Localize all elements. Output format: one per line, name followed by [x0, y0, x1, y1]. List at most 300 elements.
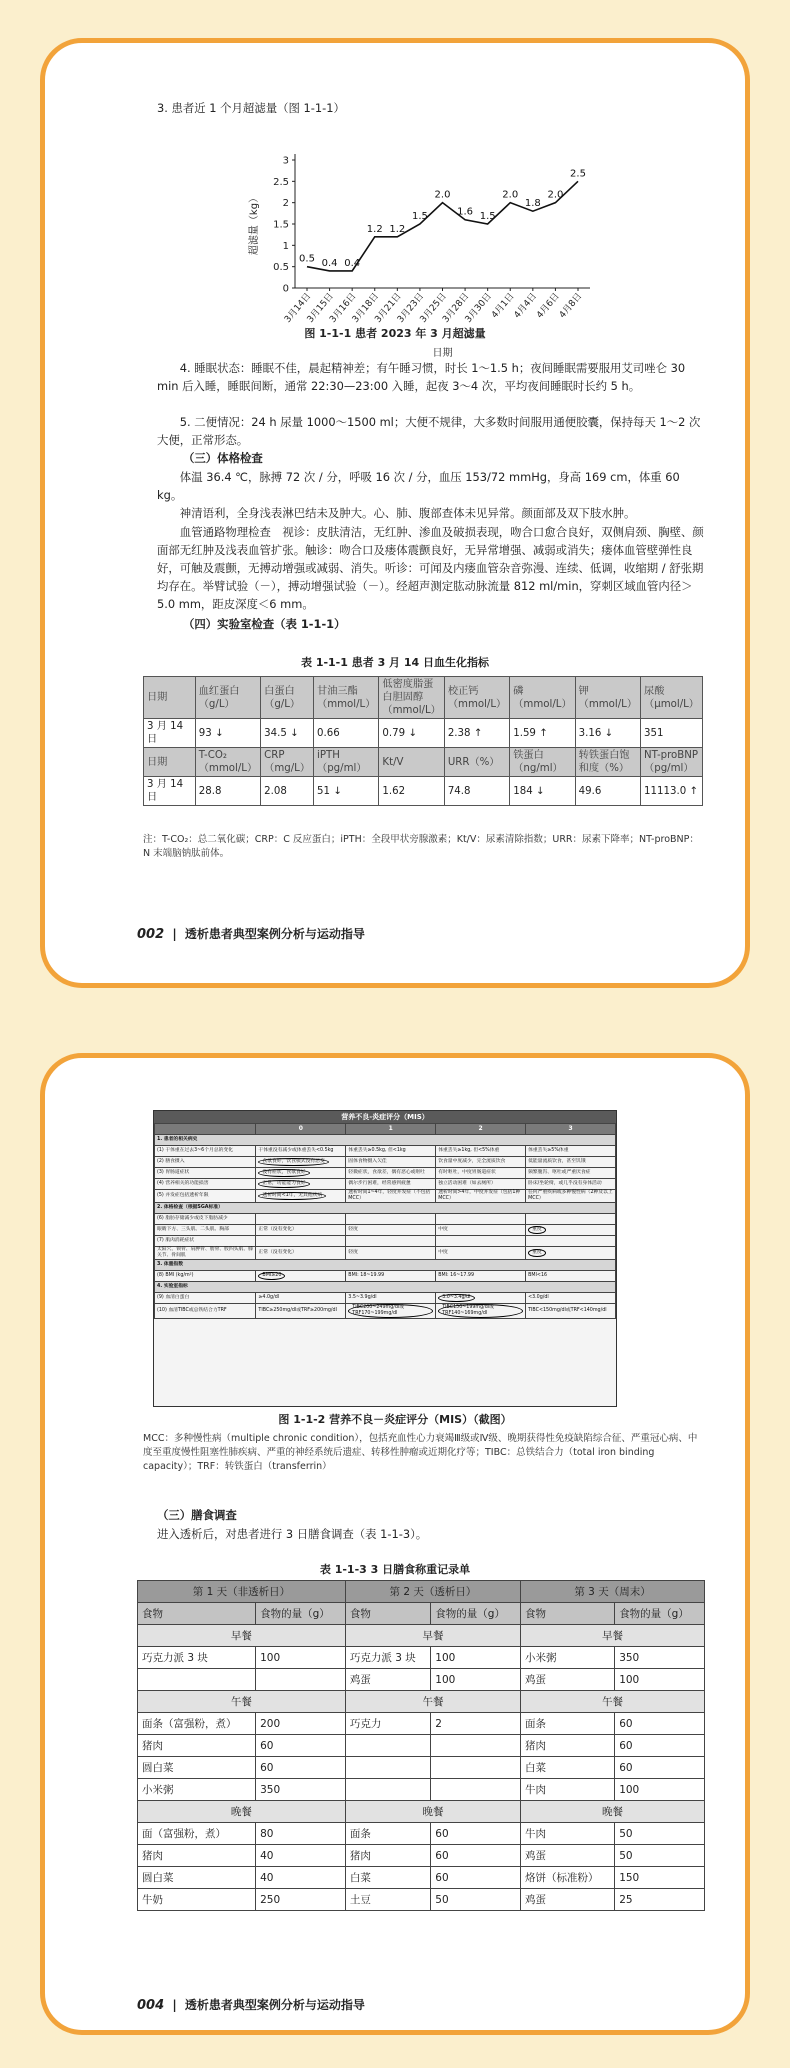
mis-cell	[346, 1157, 436, 1168]
table-cell: 100	[615, 1779, 705, 1801]
header-cell: 钾（mmol/L）	[575, 677, 640, 719]
table-cell: 猪肉	[521, 1735, 615, 1757]
header-cell: 日期	[144, 748, 196, 777]
amount-col-header: 食物的量（g）	[431, 1603, 521, 1625]
mis-cell	[346, 1190, 436, 1203]
food-col-header: 食物	[138, 1603, 256, 1625]
mis-cell-text: (2) 膳食摄入	[157, 1159, 185, 1164]
mis-header-cell	[155, 1124, 256, 1135]
table-header-row	[144, 748, 703, 777]
table-cell: 猪肉	[138, 1735, 256, 1757]
meal-name-cell: 早餐	[138, 1625, 346, 1647]
table-cell: 184 ↓	[510, 777, 575, 806]
mis-cell-text: 太阳穴、锁骨、肩胛骨、肋骨、股四头肌、膝关节、骨间肌	[157, 1247, 253, 1258]
page-number: 004	[137, 1998, 165, 2013]
table-row	[138, 1735, 705, 1757]
mis-cell	[526, 1247, 616, 1260]
header-cell: iPTH（pg/ml）	[314, 748, 379, 777]
data-label: 1.6	[457, 206, 474, 218]
mis-cell	[155, 1282, 616, 1293]
mis-cell	[526, 1271, 616, 1282]
mis-cell	[526, 1168, 616, 1179]
data-label: 2.5	[570, 168, 586, 180]
table-cell: 牛肉	[521, 1779, 615, 1801]
table-cell: 51 ↓	[314, 777, 379, 806]
table-cell: 350	[615, 1647, 705, 1669]
table-cell: 3 月 14 日	[144, 777, 196, 806]
mis-cell	[526, 1146, 616, 1157]
x-tick-label: 3月23日	[395, 291, 427, 325]
data-label: 0.4	[344, 257, 361, 269]
table-cell: 2.38 ↑	[444, 719, 509, 748]
table-cell: 3 月 14 日	[144, 719, 196, 748]
meal-name-cell: 早餐	[521, 1625, 705, 1647]
mis-row	[155, 1157, 616, 1168]
mis-table	[154, 1123, 616, 1319]
table-cell	[431, 1735, 521, 1757]
data-label: 2.0	[547, 189, 564, 201]
mis-row	[155, 1247, 616, 1260]
table-cell	[345, 1779, 430, 1801]
mis-header-cell: 1	[346, 1124, 436, 1135]
amount-col-header: 食物的量（g）	[256, 1603, 346, 1625]
mis-cell	[256, 1168, 346, 1179]
mis-cell	[346, 1304, 436, 1319]
mis-section-row	[155, 1282, 616, 1293]
mis-row	[155, 1146, 616, 1157]
mis-cell	[436, 1225, 526, 1236]
mis-cell-text: 体重丢失≥5%体重	[528, 1148, 569, 1153]
table-cell: 40	[256, 1867, 346, 1889]
mis-cell-text: BMI<16	[528, 1273, 548, 1278]
table-cell: 烙饼（标准粉）	[521, 1867, 615, 1889]
header-cell: 低密度脂蛋白胆固醇（mmol/L）	[379, 677, 444, 719]
table-row	[138, 1713, 705, 1735]
diet-record-table	[137, 1580, 705, 1911]
figure-caption-2: 图 1-1-2 营养不良－炎症评分（MIS）（截图）	[278, 1413, 512, 1426]
data-label: 1.2	[366, 223, 383, 235]
data-label: 2.0	[502, 189, 519, 201]
table-cell: 2.08	[261, 777, 314, 806]
mis-cell-text: (7) 肌肉消耗症状	[157, 1238, 195, 1243]
section-physical-exam: （三）体格检查	[183, 451, 263, 465]
day-header-cell: 第 1 天（非透析日）	[138, 1581, 346, 1603]
mis-cell	[436, 1271, 526, 1282]
mis-note: MCC：多种慢性病（multiple chronic condition），包括充血性心力衰竭Ⅲ级或Ⅳ级、晚期获得性免疫缺陷综合征、严重冠心病、中度至重度慢性阻塞性肺疾病、严重的神经系统后遗症、转移性肿瘤或近期化疗等；TIBC：总铁结合力（total iron binding capacity）；TRF：转铁蛋白（transferrin）	[143, 1433, 698, 1472]
table-cell	[345, 1757, 430, 1779]
figure-caption-1: 图 1-1-1 患者 2023 年 3 月超滤量	[304, 327, 486, 340]
table-cell: 60	[615, 1735, 705, 1757]
table-cell: 60	[431, 1867, 521, 1889]
table-cell: 猪肉	[138, 1845, 256, 1867]
food-col-header: 食物	[345, 1603, 430, 1625]
bowel-paragraph: 5. 二便情况：24 h 尿量 1000～1500 ml；大便不规律，大多数时间服用通便胶囊，保持每天 1～2 次大便，正常形态。	[157, 415, 701, 447]
mis-cell-text: ≥4.0g/dl	[258, 1295, 280, 1300]
table-row	[138, 1669, 705, 1691]
mis-row	[155, 1236, 616, 1247]
data-label: 1.5	[411, 211, 428, 222]
mis-cell	[256, 1157, 346, 1168]
mis-header-cell: 0	[256, 1124, 346, 1135]
mis-row	[155, 1271, 616, 1282]
mis-section-row	[155, 1203, 616, 1214]
mis-cell	[256, 1271, 346, 1282]
mis-cell	[256, 1247, 346, 1260]
mis-cell-text: 重度	[528, 1249, 546, 1257]
header-cell: T-CO₂（mmol/L）	[195, 748, 260, 777]
mis-row	[155, 1304, 616, 1319]
table-cell: 60	[256, 1735, 346, 1757]
mis-cell	[436, 1146, 526, 1157]
mis-cell-text: 轻度	[348, 1227, 358, 1232]
mis-cell	[155, 1203, 616, 1214]
table-row	[144, 719, 703, 748]
data-label: 1.8	[524, 198, 541, 210]
table-cell: 鸡蛋	[521, 1669, 615, 1691]
mis-score-form-image	[153, 1110, 617, 1407]
table-cell: 100	[256, 1647, 346, 1669]
y-tick-label: 0	[282, 283, 289, 295]
vitals-paragraph: 体温 36.4 ℃，脉搏 72 次 / 分，呼吸 16 次 / 分，血压 153/72 mmHg，身高 169 cm，体重 60 kg。	[157, 470, 680, 502]
table-cell: 40	[256, 1845, 346, 1867]
page-footer: 004 | 透析患者典型案例分析与运动指导	[137, 1998, 365, 2013]
general-exam-paragraph: 神清语利，全身浅表淋巴结未及肿大。心、肺、腹部查体未见异常。颜面部及双下肢水肿。	[179, 506, 636, 520]
page-002	[40, 38, 750, 988]
mis-cell	[155, 1260, 616, 1271]
mis-cell-text: 任何严重疾病或多种慢性病（2种及以上MCC）	[528, 1190, 613, 1201]
mis-cell-text: 2. 体格检查（根据SGA标准）	[157, 1205, 223, 1210]
mis-cell-text: (3) 胃肠道症状	[157, 1170, 190, 1175]
ultrafiltration-heading: 3. 患者近 1 个月超滤量（图 1-1-1）	[157, 101, 345, 115]
mis-cell	[436, 1179, 526, 1190]
mis-cell	[436, 1157, 526, 1168]
mis-cell-text: (1) 干体重在过去3~6个月总的变化	[157, 1148, 234, 1153]
mis-cell	[526, 1179, 616, 1190]
table-cell: 34.5 ↓	[261, 719, 314, 748]
mis-cell-text: 频繁腹泻、呕吐或严重厌食症	[528, 1170, 591, 1175]
table-cell: 150	[615, 1867, 705, 1889]
mis-cell	[256, 1304, 346, 1319]
x-tick-label: 3月25日	[418, 291, 449, 325]
meal-name-cell: 晚餐	[138, 1801, 346, 1823]
mis-cell	[526, 1157, 616, 1168]
table-cell: 93 ↓	[195, 719, 260, 748]
table-cell: 巧克力	[345, 1713, 430, 1735]
table-cell	[256, 1669, 346, 1691]
mis-cell	[526, 1293, 616, 1304]
table-cell: 土豆	[345, 1889, 430, 1911]
mis-row	[155, 1168, 616, 1179]
mis-cell-text: 正常，功能能力良好	[258, 1180, 309, 1188]
meal-name-cell: 午餐	[138, 1691, 346, 1713]
table-cell: 鸡蛋	[345, 1669, 430, 1691]
section-diet-survey: （三）膳食调查	[157, 1508, 237, 1522]
day-header-cell: 第 2 天（透析日）	[345, 1581, 520, 1603]
mis-cell-text: <3.0g/dl	[528, 1295, 549, 1300]
table-cell: 鸡蛋	[521, 1889, 615, 1911]
header-cell: 铁蛋白（ng/ml）	[510, 748, 575, 777]
mis-cell	[526, 1225, 616, 1236]
mis-cell-text: BMI≥20	[258, 1272, 285, 1280]
header-cell: 甘油三酯（mmol/L）	[314, 677, 379, 719]
table-row	[138, 1779, 705, 1801]
table-cell: 白菜	[521, 1757, 615, 1779]
meal-row	[138, 1691, 705, 1713]
table-cell: 白菜	[345, 1867, 430, 1889]
mis-row	[155, 1179, 616, 1190]
mis-header-cell: 2	[436, 1124, 526, 1135]
x-tick-label: 3月30日	[463, 291, 494, 325]
mis-cell-text: 透析时间1~4年，轻度并发症（不包括MCC）	[348, 1190, 431, 1201]
mis-cell	[256, 1190, 346, 1203]
table-cell: 1.62	[379, 777, 444, 806]
mis-cell-text: 正常（没有变化）	[258, 1250, 297, 1255]
table-row	[138, 1845, 705, 1867]
mis-cell-text: (9) 血清白蛋白	[157, 1295, 190, 1300]
table-cell: 面条	[345, 1823, 430, 1845]
table-cell: 50	[615, 1845, 705, 1867]
mis-cell-text: 正常（没有变化）	[258, 1227, 297, 1232]
header-cell: 血红蛋白（g/L）	[195, 677, 260, 719]
mis-cell-text: 轻微症状，食欲差，偶有恶心或呕吐	[348, 1170, 426, 1175]
table-cell: 28.8	[195, 777, 260, 806]
mis-cell-text: 重度	[528, 1226, 546, 1234]
mis-row	[155, 1293, 616, 1304]
mis-cell	[436, 1293, 526, 1304]
table-cell: 60	[256, 1757, 346, 1779]
table-cell: 巧克力派 3 块	[138, 1647, 256, 1669]
mis-cell	[346, 1293, 436, 1304]
mis-cell-text: 有时呕吐，中度胃肠道症状	[438, 1170, 496, 1175]
mis-cell	[346, 1236, 436, 1247]
amount-col-header: 食物的量（g）	[615, 1603, 705, 1625]
mis-cell	[346, 1179, 436, 1190]
mis-cell-text: 3.5~3.9g/dl	[348, 1295, 377, 1300]
header-cell: 转铁蛋白饱和度（%）	[575, 748, 640, 777]
x-tick-label: 3月16日	[328, 291, 359, 325]
mis-cell-text: 3.0~3.4g/dl	[438, 1294, 474, 1302]
table-note: 注：T-CO₂：总二氧化碳；CRP：C 反应蛋白；iPTH：全段甲状旁腺激素；Kt/V：尿素清除指数；URR：尿素下降率；NT-proBNP：N 末端脑钠肽前体。	[143, 834, 699, 859]
mis-cell-text: 轻度	[348, 1250, 358, 1255]
mis-cell	[155, 1135, 616, 1146]
mis-cell	[436, 1247, 526, 1260]
mis-cell	[436, 1190, 526, 1203]
table-cell: 100	[431, 1669, 521, 1691]
mis-section-row	[155, 1260, 616, 1271]
table-cell: 60	[431, 1823, 521, 1845]
mis-cell	[526, 1190, 616, 1203]
mis-cell-text: 没有症状，食欲良好	[258, 1169, 309, 1177]
table-cell: 25	[615, 1889, 705, 1911]
meal-name-cell: 早餐	[345, 1625, 520, 1647]
table-row	[138, 1889, 705, 1911]
sleep-paragraph: 4. 睡眠状态：睡眠不佳，晨起精神差；有午睡习惯，时长 1～1.5 h；夜间睡眠需要服用艾司唑仑 30 min 后入睡，睡眠间断，通常 22:30—23:00 入睡，起夜 3～4 次，平均夜间睡眠时长约 5 h。	[157, 361, 686, 393]
mis-cell-text: (8) BMI (kg/m²)	[157, 1273, 194, 1278]
table-cell: 11113.0 ↑	[641, 777, 703, 806]
book-title: 透析患者典型案例分析与运动指导	[184, 1998, 365, 2012]
meal-name-cell: 午餐	[521, 1691, 705, 1713]
mis-header-row	[155, 1124, 616, 1135]
mis-cell	[155, 1146, 256, 1157]
mis-cell	[526, 1214, 616, 1225]
mis-cell	[436, 1236, 526, 1247]
table-caption-3: 表 1-1-3 3 日膳食称重记录单	[319, 1563, 471, 1576]
mis-cell	[346, 1271, 436, 1282]
mis-cell	[155, 1190, 256, 1203]
table-row	[138, 1823, 705, 1845]
mis-cell-text: 偶尔步行困难，经常感到疲惫	[348, 1181, 411, 1186]
mis-cell	[436, 1304, 526, 1319]
x-tick-label: 3月14日	[283, 291, 314, 325]
table-cell	[345, 1735, 430, 1757]
mis-cell-text: BMI: 16~17.99	[438, 1273, 475, 1278]
table-cell: 60	[615, 1757, 705, 1779]
mis-cell-text: 固体食物摄入欠佳	[348, 1159, 387, 1164]
mis-cell	[155, 1214, 256, 1225]
y-tick-label: 2.5	[273, 176, 289, 188]
mis-cell	[436, 1168, 526, 1179]
table-row	[138, 1757, 705, 1779]
mis-cell	[436, 1214, 526, 1225]
table-cell: 面（富强粉，煮）	[138, 1823, 256, 1845]
table-cell: 50	[431, 1889, 521, 1911]
mis-cell-text: 3. 体重指数	[157, 1262, 184, 1267]
mis-cell-text: 体重丢失≥1kg, 但<5%体重	[438, 1148, 500, 1153]
x-tick-label: 3月21日	[373, 291, 404, 325]
meal-row	[138, 1801, 705, 1823]
table-cell: 50	[615, 1823, 705, 1845]
mis-section-row	[155, 1135, 616, 1146]
mis-cell	[155, 1247, 256, 1260]
mis-cell	[526, 1236, 616, 1247]
table-header-row	[144, 677, 703, 719]
table-cell: 圆白菜	[138, 1867, 256, 1889]
mis-cell	[526, 1304, 616, 1319]
mis-row	[155, 1225, 616, 1236]
y-tick-label: 0.5	[273, 262, 289, 274]
mis-cell	[155, 1179, 256, 1190]
x-axis-label: 日期	[432, 348, 453, 359]
column-header-row	[138, 1603, 705, 1625]
mis-cell	[256, 1225, 346, 1236]
mis-cell-text: TIBC≥250mg/dl或TRF≥200mg/dl	[258, 1308, 337, 1313]
mis-cell	[346, 1225, 436, 1236]
mis-cell	[256, 1179, 346, 1190]
mis-cell-text: 1. 患者的相关病史	[157, 1137, 198, 1142]
x-tick-label: 3月18日	[350, 291, 382, 325]
mis-cell	[155, 1293, 256, 1304]
y-tick-label: 3	[282, 155, 289, 167]
mis-cell-text: TIBC150~199mg/dl或TRF140~169mg/dl	[438, 1304, 523, 1318]
mis-cell-text: (5) 并发症包括透析年限	[157, 1193, 209, 1198]
table-cell: 350	[256, 1779, 346, 1801]
header-cell: 校正钙（mmol/L）	[444, 677, 509, 719]
mis-cell-text: 独立活动困难（如去厕所）	[438, 1181, 496, 1186]
x-tick-label: 4月1日	[489, 291, 517, 321]
table-cell: 面条	[521, 1713, 615, 1735]
mis-cell	[346, 1247, 436, 1260]
header-cell: URR（%）	[444, 748, 509, 777]
table-cell: 小米粥	[521, 1647, 615, 1669]
mis-cell	[155, 1236, 256, 1247]
mis-row	[155, 1214, 616, 1225]
mis-cell	[155, 1168, 256, 1179]
data-label: 0.4	[321, 257, 338, 269]
mis-cell	[346, 1214, 436, 1225]
y-tick-label: 1.5	[273, 219, 289, 231]
x-tick-label: 4月8日	[557, 291, 585, 321]
mis-cell-text: 眼睛下方、三头肌、二头肌、胸部	[157, 1227, 229, 1232]
meal-row	[138, 1625, 705, 1647]
meal-name-cell: 午餐	[345, 1691, 520, 1713]
x-tick-label: 4月6日	[535, 291, 562, 321]
table-cell: 0.79 ↓	[379, 719, 444, 748]
x-tick-label: 3月15日	[305, 291, 336, 325]
table-cell	[138, 1669, 256, 1691]
mis-cell	[256, 1146, 346, 1157]
data-label: 0.5	[299, 253, 315, 265]
mis-cell	[256, 1293, 346, 1304]
mis-cell-text: BMI: 18~19.99	[348, 1273, 385, 1278]
mis-cell-text: 体重丢失≥0.5kg, 但<1kg	[348, 1148, 406, 1153]
diet-paragraph: 进入透析后，对患者进行 3 日膳食调查（表 1-1-3）。	[157, 1527, 428, 1541]
table-cell: 0.66	[314, 719, 379, 748]
mis-cell	[256, 1214, 346, 1225]
mis-cell	[256, 1236, 346, 1247]
day-header-row	[138, 1581, 705, 1603]
table-cell: 牛肉	[521, 1823, 615, 1845]
header-cell: 尿酸（μmol/L）	[641, 677, 703, 719]
mis-cell-text: 食欲良好，饮食模式没有恶变	[258, 1158, 328, 1166]
table-cell: 100	[615, 1669, 705, 1691]
section-lab-tests: （四）实验室检查（表 1-1-1）	[183, 617, 346, 631]
table-cell: 100	[431, 1647, 521, 1669]
table-cell: 80	[256, 1823, 346, 1845]
table-cell: 74.8	[444, 777, 509, 806]
mis-cell	[155, 1157, 256, 1168]
mis-cell	[346, 1168, 436, 1179]
table-cell: 圆白菜	[138, 1757, 256, 1779]
mis-row	[155, 1190, 616, 1203]
mis-title: 营养不良-炎症评分（MIS）	[154, 1111, 616, 1123]
mis-cell-text: TIBC<150mg/dl或TRF<140mg/dl	[528, 1308, 607, 1313]
page-004	[40, 1053, 750, 2035]
blood-biochemistry-table	[143, 676, 703, 806]
header-cell: CRP（mg/L）	[261, 748, 314, 777]
table-cell: 250	[256, 1889, 346, 1911]
mis-cell-text: 中度	[438, 1250, 448, 1255]
x-tick-label: 3月28日	[441, 291, 472, 325]
mis-cell-text: TIBC200~249mg/dl或TRF170~199mg/dl	[348, 1304, 433, 1318]
table-cell: 200	[256, 1713, 346, 1735]
food-col-header: 食物	[521, 1603, 615, 1625]
table-cell: 小米粥	[138, 1779, 256, 1801]
x-tick-label: 4月4日	[512, 291, 540, 321]
mis-cell	[346, 1146, 436, 1157]
table-cell: 牛奶	[138, 1889, 256, 1911]
book-title: 透析患者典型案例分析与运动指导	[184, 927, 365, 941]
table-row	[144, 777, 703, 806]
table-cell: 面条（富强粉，煮）	[138, 1713, 256, 1735]
data-label: 2.0	[434, 189, 451, 201]
page-number: 002	[137, 927, 165, 942]
table-row	[138, 1867, 705, 1889]
header-cell: 日期	[144, 677, 196, 719]
table-cell: 3.16 ↓	[575, 719, 640, 748]
mis-cell	[155, 1304, 256, 1319]
mis-cell-text: 低能量流质饮食，甚至饥饿	[528, 1159, 586, 1164]
mis-header-cell: 3	[526, 1124, 616, 1135]
